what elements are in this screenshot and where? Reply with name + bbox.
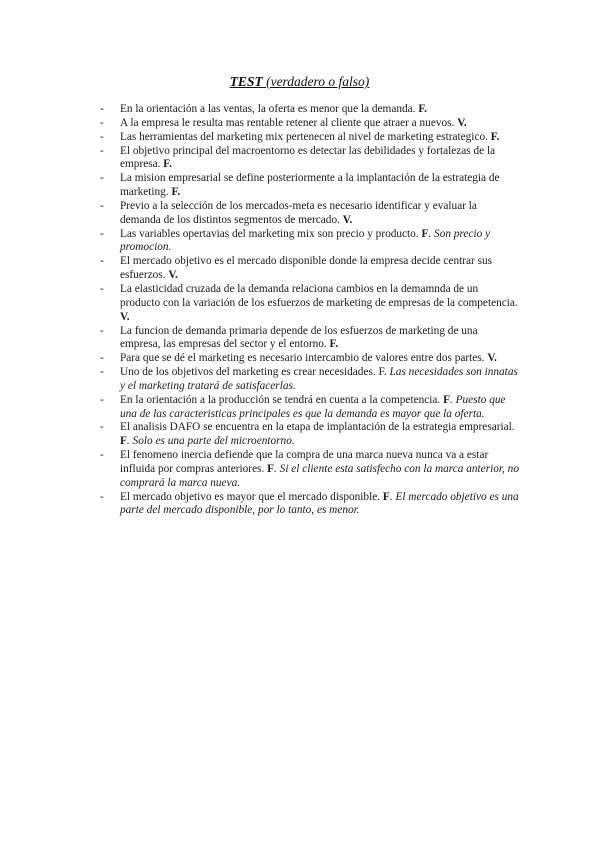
question-text: Previo a la selección de los mercados-meta es necesario identificar y evaluar la demanda de los distintos segmentos de mercado.	[120, 199, 477, 226]
list-item	[100, 131, 520, 145]
answer-mark: V.	[120, 310, 130, 323]
list-item	[100, 255, 520, 283]
list-item	[100, 366, 520, 394]
answer-explanation: Las necesidades son innatas y el marketing tratará de satisfacerlas.	[120, 366, 518, 392]
list-bullet: -	[100, 172, 104, 185]
list-item-body	[120, 325, 520, 353]
list-bullet: -	[100, 324, 104, 337]
list-item	[100, 172, 520, 200]
question-text: El objetivo principal del macroentorno es detectar las debilidades y fortalezas de la empresa.	[120, 144, 496, 171]
answer-mark: F.	[418, 103, 427, 115]
question-text: El mercado objetivo es el mercado disponible donde la empresa decide centrar sus esfuerzos.	[120, 255, 493, 282]
list-item-body	[120, 283, 520, 325]
question-list	[100, 103, 520, 518]
answer-mark: V.	[342, 213, 353, 226]
answer-mark: V.	[457, 116, 467, 129]
list-item	[100, 491, 520, 519]
answer-explanation: . Son precio y promocion.	[120, 227, 491, 254]
list-bullet: -	[100, 366, 104, 379]
page-title	[0, 74, 599, 90]
list-item	[100, 283, 520, 325]
list-bullet: -	[100, 449, 104, 462]
list-item-body	[120, 117, 520, 131]
list-item-body	[120, 366, 520, 394]
list-bullet: -	[100, 199, 104, 212]
list-item	[100, 103, 520, 117]
answer-explanation: . El mercado objetivo es una parte del mercado disponible, por lo tanto, es menor.	[120, 490, 519, 517]
question-text: En la orientación a la producción se tendrá en cuenta a la competencia.	[120, 393, 444, 406]
answer-mark: F	[120, 435, 127, 448]
list-item	[100, 394, 520, 422]
list-bullet: -	[100, 421, 104, 434]
list-item-body	[120, 131, 520, 145]
answer-mark: F.	[163, 158, 172, 171]
list-item	[100, 117, 520, 131]
question-text: La funcion de demanda primaria depende de los esfuerzos de marketing de una empresa, las empresas del sector y el entorno.	[120, 324, 478, 351]
answer-explanation: . Puesto que una de las caracteristicas principales es que la demanda es mayor que la oferta.	[120, 393, 506, 420]
list-item	[100, 145, 520, 173]
answer-mark: V.	[487, 352, 497, 365]
list-item-body	[120, 449, 520, 491]
title-subtitle: (verdadero o falso)	[262, 74, 370, 89]
list-bullet: -	[100, 144, 104, 157]
answer-mark: F.	[490, 130, 500, 143]
list-bullet: -	[100, 255, 104, 268]
question-text: Para que se dé el marketing es necesario intercambio de valores entre dos partes.	[120, 352, 488, 365]
question-text: La elasticidad cruzada de la demanda relaciona cambios en la demamnda de un producto con la variación de los esfuerzos de marketing de empresas de la competencia.	[120, 282, 518, 309]
list-bullet: -	[100, 282, 104, 295]
title-main: TEST	[229, 74, 263, 89]
list-item-body	[120, 200, 520, 228]
list-item-body	[120, 421, 520, 449]
list-bullet: -	[100, 227, 104, 240]
question-text: La mision empresarial se define posteriormente a la implantación de la estrategia de marketing.	[120, 172, 500, 199]
question-text: El analisis DAFO se encuentra en la etapa de implantación de la estrategia empresarial.	[120, 421, 515, 434]
list-bullet: -	[100, 130, 104, 143]
answer-mark: F.	[329, 338, 339, 351]
list-item-body	[120, 103, 520, 117]
list-item-body	[120, 394, 520, 422]
list-item-body	[120, 145, 520, 173]
list-item	[100, 352, 520, 366]
answer-mark: F	[382, 490, 390, 503]
question-text: Las herramientas del marketing mix pertenecen al nivel de marketing estrategico.	[120, 130, 491, 143]
question-text: Uno de los objetivos del marketing es crear necesidades. F.	[120, 366, 390, 379]
list-bullet: -	[100, 116, 104, 129]
list-item-body	[120, 255, 520, 283]
list-item	[100, 421, 520, 449]
question-text: El fenomeno inercia defiende que la compra de una marca nueva nunca va a estar influida por compras anteriores.	[120, 449, 489, 475]
answer-mark: F	[443, 393, 450, 406]
list-bullet: -	[100, 352, 104, 365]
question-text: En la orientación a las ventas, la oferta es menor que la demanda.	[120, 103, 419, 115]
answer-mark: V.	[168, 269, 178, 282]
question-text: El mercado objetivo es mayor que el mercado disponible.	[120, 490, 383, 503]
answer-mark: F	[421, 227, 429, 240]
list-item	[100, 228, 520, 256]
list-item	[100, 325, 520, 353]
question-text: Las variables opertavias del marketing mix son precio y producto.	[120, 227, 422, 240]
list-bullet: -	[100, 103, 104, 115]
question-text: A la empresa le resulta mas rentable retener al cliente que atraer a nuevos.	[120, 116, 458, 129]
answer-explanation: . Solo es una parte del microentorno.	[126, 435, 295, 448]
answer-explanation: . Si el cliente esta satisfecho con la marca anterior, no comprará la marca nueva.	[120, 462, 519, 489]
list-bullet: -	[100, 393, 104, 406]
list-item	[100, 200, 520, 228]
list-item	[100, 449, 520, 491]
list-item-body	[120, 352, 520, 366]
list-bullet: -	[100, 490, 104, 503]
answer-mark: F	[267, 462, 275, 475]
list-item-body	[120, 491, 520, 519]
list-item-body	[120, 228, 520, 256]
list-item-body	[120, 172, 520, 200]
answer-mark: F.	[171, 186, 181, 199]
